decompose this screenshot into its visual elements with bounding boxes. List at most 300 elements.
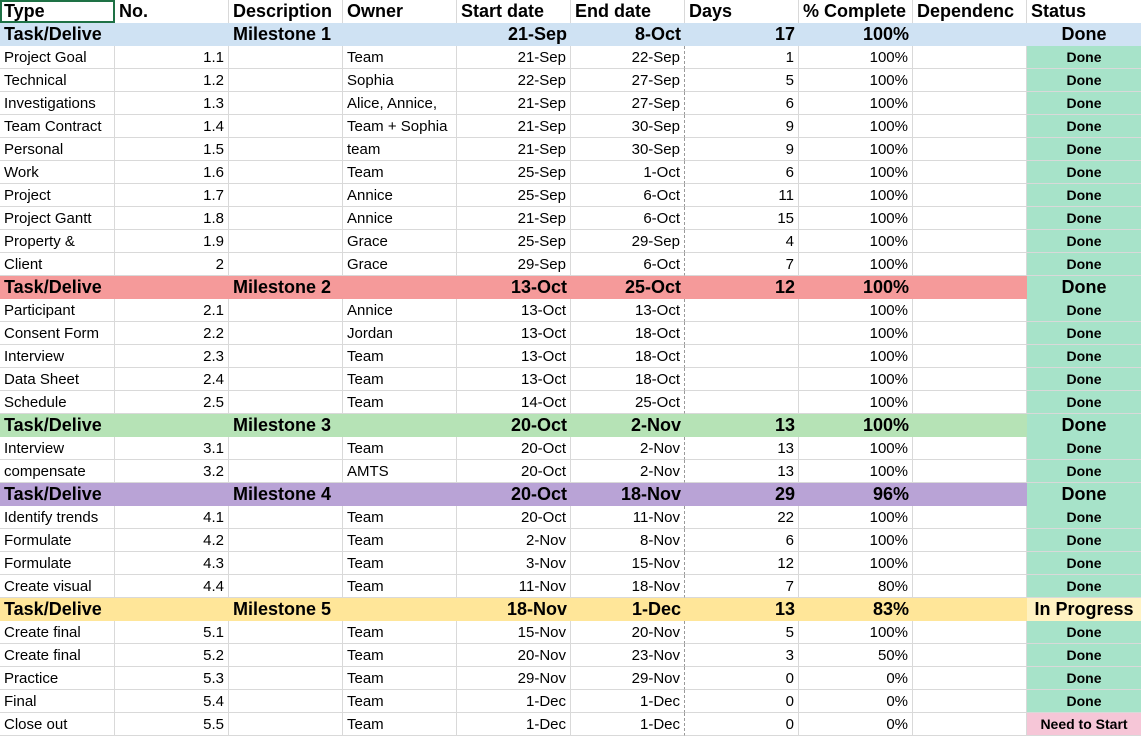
cell-start-date[interactable]: 18-Nov bbox=[506, 599, 567, 619]
cell-type[interactable]: Create final bbox=[0, 621, 115, 644]
cell-percent-complete[interactable]: 100% bbox=[862, 415, 909, 435]
cell-end-date[interactable]: 20-Nov bbox=[571, 621, 685, 644]
cell-description[interactable] bbox=[229, 322, 343, 345]
cell-status[interactable]: Done bbox=[1027, 667, 1141, 690]
cell-no[interactable]: 4.4 bbox=[115, 575, 229, 598]
cell-owner[interactable]: Team bbox=[343, 345, 457, 368]
cell-percent-complete[interactable]: 100% bbox=[799, 391, 913, 414]
cell-owner[interactable]: team bbox=[343, 138, 457, 161]
cell-start-date[interactable]: 15-Nov bbox=[457, 621, 571, 644]
cell-dependency[interactable] bbox=[913, 23, 1027, 46]
cell-no[interactable] bbox=[115, 23, 229, 46]
cell-no[interactable]: 3.1 bbox=[115, 437, 229, 460]
cell-end-date[interactable]: 6-Oct bbox=[571, 184, 685, 207]
cell-no[interactable]: 2.1 bbox=[115, 299, 229, 322]
cell-description[interactable] bbox=[229, 690, 343, 713]
cell-end-date[interactable]: 6-Oct bbox=[571, 253, 685, 276]
cell-start-date[interactable]: 29-Sep bbox=[457, 253, 571, 276]
cell-description[interactable] bbox=[229, 230, 343, 253]
cell-type[interactable]: Final bbox=[0, 690, 115, 713]
cell-start-date[interactable]: 21-Sep bbox=[457, 92, 571, 115]
cell-dependency[interactable] bbox=[913, 713, 1027, 736]
cell-percent-complete[interactable]: 0% bbox=[799, 690, 913, 713]
cell-status[interactable]: Done bbox=[1027, 23, 1141, 46]
cell-dependency[interactable] bbox=[913, 92, 1027, 115]
header-cell-description[interactable]: Description bbox=[229, 0, 343, 23]
cell-no[interactable]: 5.3 bbox=[115, 667, 229, 690]
cell-percent-complete[interactable]: 83% bbox=[872, 599, 909, 619]
cell-percent-complete[interactable]: 100% bbox=[799, 69, 913, 92]
cell-percent-complete[interactable]: 100% bbox=[799, 230, 913, 253]
cell-status[interactable]: Done bbox=[1027, 690, 1141, 713]
cell-status[interactable]: In Progress bbox=[1027, 598, 1141, 621]
cell-type[interactable]: Interview bbox=[0, 437, 115, 460]
cell-status[interactable]: Done bbox=[1027, 345, 1141, 368]
header-cell-no[interactable]: No. bbox=[115, 0, 229, 23]
cell-dependency[interactable] bbox=[913, 299, 1027, 322]
cell-type[interactable]: Participant bbox=[0, 299, 115, 322]
cell-description[interactable] bbox=[229, 575, 343, 598]
cell-end-date[interactable]: 1-Oct bbox=[571, 161, 685, 184]
cell-days[interactable] bbox=[685, 391, 799, 414]
cell-owner[interactable]: Team bbox=[343, 552, 457, 575]
header-cell-end-date[interactable]: End date bbox=[571, 0, 685, 23]
cell-type[interactable]: Formulate bbox=[0, 529, 115, 552]
cell-type[interactable]: compensate bbox=[0, 460, 115, 483]
cell-dependency[interactable] bbox=[913, 276, 1027, 299]
cell-start-date[interactable]: 20-Oct bbox=[510, 415, 567, 435]
cell-start-date[interactable]: 14-Oct bbox=[457, 391, 571, 414]
cell-no[interactable]: 1.5 bbox=[115, 138, 229, 161]
cell-status[interactable]: Done bbox=[1027, 161, 1141, 184]
cell-end-date[interactable]: 29-Sep bbox=[571, 230, 685, 253]
cell-start-date[interactable]: 25-Sep bbox=[457, 161, 571, 184]
cell-dependency[interactable] bbox=[913, 506, 1027, 529]
cell-start-date[interactable]: 20-Oct bbox=[457, 437, 571, 460]
cell-percent-complete[interactable]: 100% bbox=[799, 529, 913, 552]
cell-no[interactable]: 1.1 bbox=[115, 46, 229, 69]
cell-status[interactable]: Done bbox=[1027, 460, 1141, 483]
cell-end-date[interactable]: 1-Dec bbox=[631, 599, 681, 619]
cell-no[interactable] bbox=[115, 483, 229, 506]
cell-type[interactable]: Client bbox=[0, 253, 115, 276]
cell-no[interactable] bbox=[115, 276, 229, 299]
cell-status[interactable]: Done bbox=[1027, 276, 1141, 299]
cell-description[interactable] bbox=[229, 391, 343, 414]
cell-percent-complete[interactable]: 100% bbox=[799, 552, 913, 575]
cell-days[interactable] bbox=[685, 368, 799, 391]
cell-description[interactable] bbox=[229, 460, 343, 483]
cell-dependency[interactable] bbox=[913, 345, 1027, 368]
cell-dependency[interactable] bbox=[913, 437, 1027, 460]
cell-type[interactable]: Consent Form bbox=[0, 322, 115, 345]
cell-status[interactable]: Done bbox=[1027, 115, 1141, 138]
cell-dependency[interactable] bbox=[913, 184, 1027, 207]
cell-percent-complete[interactable]: 100% bbox=[799, 184, 913, 207]
cell-start-date[interactable]: 1-Dec bbox=[457, 690, 571, 713]
cell-owner[interactable]: Team bbox=[343, 529, 457, 552]
cell-percent-complete[interactable]: 100% bbox=[799, 506, 913, 529]
cell-type[interactable]: Team Contract bbox=[0, 115, 115, 138]
cell-end-date[interactable]: 30-Sep bbox=[571, 115, 685, 138]
cell-end-date[interactable]: 29-Nov bbox=[571, 667, 685, 690]
cell-description[interactable] bbox=[229, 161, 343, 184]
cell-percent-complete[interactable]: 100% bbox=[799, 368, 913, 391]
cell-status[interactable]: Done bbox=[1027, 644, 1141, 667]
cell-end-date[interactable]: 25-Oct bbox=[624, 277, 681, 297]
cell-percent-complete[interactable]: 100% bbox=[799, 115, 913, 138]
cell-owner[interactable] bbox=[343, 598, 457, 621]
cell-status[interactable]: Done bbox=[1027, 69, 1141, 92]
cell-no[interactable]: 3.2 bbox=[115, 460, 229, 483]
cell-start-date[interactable]: 20-Oct bbox=[510, 484, 567, 504]
cell-dependency[interactable] bbox=[913, 667, 1027, 690]
cell-days[interactable]: 12 bbox=[685, 552, 799, 575]
cell-end-date[interactable]: 8-Nov bbox=[571, 529, 685, 552]
cell-dependency[interactable] bbox=[913, 552, 1027, 575]
cell-status[interactable]: Done bbox=[1027, 575, 1141, 598]
cell-percent-complete[interactable]: 100% bbox=[799, 253, 913, 276]
cell-dependency[interactable] bbox=[913, 690, 1027, 713]
header-cell-dependency[interactable]: Dependenc bbox=[913, 0, 1027, 23]
cell-no[interactable]: 5.2 bbox=[115, 644, 229, 667]
cell-type[interactable]: Project Goal bbox=[0, 46, 115, 69]
cell-owner[interactable]: Annice bbox=[343, 207, 457, 230]
cell-description[interactable] bbox=[229, 713, 343, 736]
cell-percent-complete[interactable]: 100% bbox=[862, 24, 909, 44]
cell-owner[interactable]: Team bbox=[343, 713, 457, 736]
header-cell-percent-complete[interactable]: % Complete bbox=[799, 0, 913, 23]
cell-percent-complete[interactable]: 100% bbox=[799, 46, 913, 69]
cell-no[interactable]: 1.2 bbox=[115, 69, 229, 92]
cell-type[interactable]: Create final bbox=[0, 644, 115, 667]
cell-owner[interactable]: Team bbox=[343, 46, 457, 69]
cell-start-date[interactable]: 21-Sep bbox=[457, 138, 571, 161]
cell-owner[interactable]: Team bbox=[343, 391, 457, 414]
cell-status[interactable]: Done bbox=[1027, 138, 1141, 161]
cell-dependency[interactable] bbox=[913, 621, 1027, 644]
cell-owner[interactable] bbox=[343, 276, 457, 299]
cell-start-date[interactable]: 2-Nov bbox=[457, 529, 571, 552]
cell-description[interactable] bbox=[229, 92, 343, 115]
cell-days[interactable]: 9 bbox=[685, 115, 799, 138]
cell-end-date[interactable]: 1-Dec bbox=[571, 713, 685, 736]
cell-dependency[interactable] bbox=[913, 138, 1027, 161]
cell-start-date[interactable]: 11-Nov bbox=[457, 575, 571, 598]
cell-type[interactable]: Data Sheet bbox=[0, 368, 115, 391]
cell-days[interactable]: 0 bbox=[685, 667, 799, 690]
cell-end-date[interactable]: 18-Oct bbox=[571, 322, 685, 345]
cell-owner[interactable]: AMTS bbox=[343, 460, 457, 483]
cell-type[interactable]: Identify trends bbox=[0, 506, 115, 529]
cell-days[interactable]: 17 bbox=[774, 24, 795, 44]
cell-start-date[interactable]: 13-Oct bbox=[457, 345, 571, 368]
cell-owner[interactable]: Team bbox=[343, 506, 457, 529]
cell-days[interactable]: 13 bbox=[774, 415, 795, 435]
cell-no[interactable]: 5.1 bbox=[115, 621, 229, 644]
cell-days[interactable] bbox=[685, 322, 799, 345]
cell-dependency[interactable] bbox=[913, 391, 1027, 414]
cell-dependency[interactable] bbox=[913, 483, 1027, 506]
cell-end-date[interactable]: 27-Sep bbox=[571, 69, 685, 92]
cell-owner[interactable] bbox=[343, 23, 457, 46]
cell-owner[interactable]: Jordan bbox=[343, 322, 457, 345]
cell-dependency[interactable] bbox=[913, 46, 1027, 69]
cell-days[interactable] bbox=[685, 345, 799, 368]
cell-start-date[interactable]: 13-Oct bbox=[457, 368, 571, 391]
cell-days[interactable]: 15 bbox=[685, 207, 799, 230]
cell-description[interactable] bbox=[229, 138, 343, 161]
cell-owner[interactable]: Team bbox=[343, 161, 457, 184]
cell-description[interactable] bbox=[229, 552, 343, 575]
cell-type[interactable]: Technical bbox=[0, 69, 115, 92]
cell-status[interactable]: Need to Start bbox=[1027, 713, 1141, 736]
cell-end-date[interactable]: 1-Dec bbox=[571, 690, 685, 713]
cell-start-date[interactable]: 20-Oct bbox=[457, 506, 571, 529]
cell-days[interactable] bbox=[685, 299, 799, 322]
cell-percent-complete[interactable]: 100% bbox=[799, 322, 913, 345]
cell-dependency[interactable] bbox=[913, 253, 1027, 276]
cell-owner[interactable]: Grace bbox=[343, 230, 457, 253]
cell-dependency[interactable] bbox=[913, 115, 1027, 138]
cell-no[interactable]: 2.3 bbox=[115, 345, 229, 368]
cell-end-date[interactable]: 2-Nov bbox=[571, 437, 685, 460]
cell-percent-complete[interactable]: 0% bbox=[799, 667, 913, 690]
cell-end-date[interactable]: 18-Oct bbox=[571, 368, 685, 391]
cell-start-date[interactable]: 13-Oct bbox=[457, 299, 571, 322]
cell-days[interactable]: 29 bbox=[774, 484, 795, 504]
cell-status[interactable]: Done bbox=[1027, 368, 1141, 391]
cell-status[interactable]: Done bbox=[1027, 46, 1141, 69]
cell-type[interactable]: Work bbox=[0, 161, 115, 184]
cell-status[interactable]: Done bbox=[1027, 621, 1141, 644]
cell-description[interactable] bbox=[229, 184, 343, 207]
cell-no[interactable]: 2 bbox=[115, 253, 229, 276]
cell-status[interactable]: Done bbox=[1027, 322, 1141, 345]
cell-type[interactable]: Investigations bbox=[0, 92, 115, 115]
header-cell-start-date[interactable]: Start date bbox=[457, 0, 571, 23]
cell-end-date[interactable]: 15-Nov bbox=[571, 552, 685, 575]
cell-percent-complete[interactable]: 100% bbox=[799, 92, 913, 115]
cell-owner[interactable]: Team bbox=[343, 621, 457, 644]
cell-description[interactable]: Milestone 3 bbox=[233, 415, 332, 435]
cell-no[interactable]: 4.3 bbox=[115, 552, 229, 575]
cell-end-date[interactable]: 30-Sep bbox=[571, 138, 685, 161]
cell-dependency[interactable] bbox=[913, 161, 1027, 184]
cell-no[interactable] bbox=[115, 414, 229, 437]
cell-end-date[interactable]: 18-Oct bbox=[571, 345, 685, 368]
cell-description[interactable] bbox=[229, 368, 343, 391]
cell-type[interactable]: Task/Delive bbox=[4, 24, 102, 44]
cell-days[interactable]: 9 bbox=[685, 138, 799, 161]
cell-type[interactable]: Schedule bbox=[0, 391, 115, 414]
cell-days[interactable]: 13 bbox=[685, 460, 799, 483]
cell-type[interactable]: Project bbox=[0, 184, 115, 207]
cell-dependency[interactable] bbox=[913, 414, 1027, 437]
cell-type[interactable]: Formulate bbox=[0, 552, 115, 575]
cell-owner[interactable] bbox=[343, 414, 457, 437]
cell-description[interactable] bbox=[229, 644, 343, 667]
cell-no[interactable]: 5.4 bbox=[115, 690, 229, 713]
cell-start-date[interactable]: 21-Sep bbox=[457, 46, 571, 69]
cell-owner[interactable]: Team bbox=[343, 667, 457, 690]
cell-days[interactable]: 0 bbox=[685, 690, 799, 713]
cell-description[interactable] bbox=[229, 207, 343, 230]
cell-dependency[interactable] bbox=[913, 207, 1027, 230]
cell-end-date[interactable]: 13-Oct bbox=[571, 299, 685, 322]
cell-start-date[interactable]: 21-Sep bbox=[457, 115, 571, 138]
cell-dependency[interactable] bbox=[913, 575, 1027, 598]
cell-percent-complete[interactable]: 100% bbox=[799, 437, 913, 460]
cell-description[interactable] bbox=[229, 253, 343, 276]
cell-status[interactable]: Done bbox=[1027, 253, 1141, 276]
cell-owner[interactable]: Annice bbox=[343, 184, 457, 207]
cell-start-date[interactable]: 21-Sep bbox=[507, 24, 567, 44]
cell-percent-complete[interactable]: 100% bbox=[799, 621, 913, 644]
cell-no[interactable]: 1.7 bbox=[115, 184, 229, 207]
cell-status[interactable]: Done bbox=[1027, 529, 1141, 552]
cell-end-date[interactable]: 27-Sep bbox=[571, 92, 685, 115]
cell-description[interactable] bbox=[229, 345, 343, 368]
cell-start-date[interactable]: 21-Sep bbox=[457, 207, 571, 230]
cell-owner[interactable]: Team bbox=[343, 690, 457, 713]
cell-start-date[interactable]: 25-Sep bbox=[457, 230, 571, 253]
cell-days[interactable]: 7 bbox=[685, 575, 799, 598]
cell-days[interactable]: 13 bbox=[774, 599, 795, 619]
cell-days[interactable]: 0 bbox=[685, 713, 799, 736]
cell-end-date[interactable]: 22-Sep bbox=[571, 46, 685, 69]
cell-type[interactable]: Task/Delive bbox=[4, 415, 102, 435]
cell-type[interactable]: Create visual bbox=[0, 575, 115, 598]
cell-days[interactable]: 12 bbox=[774, 277, 795, 297]
header-cell-status[interactable]: Status bbox=[1031, 1, 1087, 21]
cell-owner[interactable]: Team bbox=[343, 437, 457, 460]
cell-start-date[interactable]: 20-Oct bbox=[457, 460, 571, 483]
cell-status[interactable]: Done bbox=[1027, 414, 1141, 437]
cell-end-date[interactable]: 6-Oct bbox=[571, 207, 685, 230]
cell-no[interactable]: 1.9 bbox=[115, 230, 229, 253]
cell-status[interactable]: Done bbox=[1027, 483, 1141, 506]
cell-dependency[interactable] bbox=[913, 230, 1027, 253]
cell-description[interactable] bbox=[229, 529, 343, 552]
cell-dependency[interactable] bbox=[913, 460, 1027, 483]
cell-days[interactable]: 5 bbox=[685, 621, 799, 644]
cell-owner[interactable]: Team bbox=[343, 368, 457, 391]
cell-percent-complete[interactable]: 100% bbox=[799, 345, 913, 368]
cell-days[interactable]: 5 bbox=[685, 69, 799, 92]
cell-type[interactable]: Task/Delive bbox=[4, 277, 102, 297]
cell-status[interactable]: Done bbox=[1027, 391, 1141, 414]
cell-owner[interactable]: Alice, Annice, bbox=[343, 92, 457, 115]
cell-percent-complete[interactable]: 100% bbox=[799, 138, 913, 161]
cell-days[interactable]: 3 bbox=[685, 644, 799, 667]
cell-type[interactable]: Personal bbox=[0, 138, 115, 161]
cell-no[interactable]: 1.4 bbox=[115, 115, 229, 138]
cell-percent-complete[interactable]: 100% bbox=[799, 161, 913, 184]
cell-owner[interactable]: Team + Sophia bbox=[343, 115, 457, 138]
cell-days[interactable]: 13 bbox=[685, 437, 799, 460]
cell-start-date[interactable]: 22-Sep bbox=[457, 69, 571, 92]
cell-dependency[interactable] bbox=[913, 368, 1027, 391]
cell-start-date[interactable]: 13-Oct bbox=[457, 322, 571, 345]
cell-type[interactable]: Close out bbox=[0, 713, 115, 736]
cell-status[interactable]: Done bbox=[1027, 230, 1141, 253]
cell-no[interactable]: 1.3 bbox=[115, 92, 229, 115]
cell-end-date[interactable]: 11-Nov bbox=[571, 506, 685, 529]
cell-no[interactable]: 5.5 bbox=[115, 713, 229, 736]
cell-description[interactable] bbox=[229, 506, 343, 529]
cell-percent-complete[interactable]: 50% bbox=[799, 644, 913, 667]
cell-days[interactable]: 4 bbox=[685, 230, 799, 253]
cell-status[interactable]: Done bbox=[1027, 207, 1141, 230]
cell-start-date[interactable]: 1-Dec bbox=[457, 713, 571, 736]
cell-description[interactable]: Milestone 2 bbox=[233, 277, 332, 297]
cell-no[interactable]: 1.6 bbox=[115, 161, 229, 184]
header-cell-days[interactable]: Days bbox=[685, 0, 799, 23]
cell-owner[interactable] bbox=[343, 483, 457, 506]
cell-no[interactable]: 2.4 bbox=[115, 368, 229, 391]
cell-description[interactable] bbox=[229, 667, 343, 690]
cell-description[interactable] bbox=[229, 46, 343, 69]
cell-days[interactable]: 7 bbox=[685, 253, 799, 276]
cell-end-date[interactable]: 25-Oct bbox=[571, 391, 685, 414]
cell-owner[interactable]: Grace bbox=[343, 253, 457, 276]
cell-owner[interactable]: Team bbox=[343, 644, 457, 667]
cell-owner[interactable]: Team bbox=[343, 575, 457, 598]
cell-dependency[interactable] bbox=[913, 529, 1027, 552]
cell-percent-complete[interactable]: 96% bbox=[872, 484, 909, 504]
cell-days[interactable]: 22 bbox=[685, 506, 799, 529]
cell-type[interactable]: Task/Delive bbox=[4, 599, 102, 619]
cell-days[interactable]: 6 bbox=[685, 529, 799, 552]
cell-dependency[interactable] bbox=[913, 598, 1027, 621]
cell-description[interactable] bbox=[229, 299, 343, 322]
cell-dependency[interactable] bbox=[913, 644, 1027, 667]
cell-percent-complete[interactable]: 80% bbox=[799, 575, 913, 598]
cell-description[interactable] bbox=[229, 437, 343, 460]
cell-type[interactable]: Task/Delive bbox=[4, 484, 102, 504]
cell-start-date[interactable]: 13-Oct bbox=[510, 277, 567, 297]
cell-end-date[interactable]: 2-Nov bbox=[571, 460, 685, 483]
cell-percent-complete[interactable]: 100% bbox=[862, 277, 909, 297]
cell-no[interactable] bbox=[115, 598, 229, 621]
cell-days[interactable]: 6 bbox=[685, 92, 799, 115]
cell-type[interactable]: Project Gantt bbox=[0, 207, 115, 230]
cell-end-date[interactable]: 8-Oct bbox=[634, 24, 681, 44]
cell-start-date[interactable]: 29-Nov bbox=[457, 667, 571, 690]
header-cell-owner[interactable]: Owner bbox=[343, 0, 457, 23]
cell-owner[interactable]: Sophia bbox=[343, 69, 457, 92]
cell-description[interactable]: Milestone 5 bbox=[233, 599, 332, 619]
cell-percent-complete[interactable]: 100% bbox=[799, 299, 913, 322]
header-cell-type[interactable]: Type bbox=[0, 0, 115, 23]
cell-start-date[interactable]: 20-Nov bbox=[457, 644, 571, 667]
cell-status[interactable]: Done bbox=[1027, 506, 1141, 529]
cell-end-date[interactable]: 18-Nov bbox=[571, 575, 685, 598]
cell-no[interactable]: 2.2 bbox=[115, 322, 229, 345]
cell-percent-complete[interactable]: 0% bbox=[799, 713, 913, 736]
cell-status[interactable]: Done bbox=[1027, 184, 1141, 207]
cell-end-date[interactable]: 23-Nov bbox=[571, 644, 685, 667]
cell-end-date[interactable]: 2-Nov bbox=[630, 415, 681, 435]
cell-days[interactable]: 6 bbox=[685, 161, 799, 184]
cell-start-date[interactable]: 3-Nov bbox=[457, 552, 571, 575]
cell-description[interactable]: Milestone 4 bbox=[233, 484, 332, 504]
cell-type[interactable]: Practice bbox=[0, 667, 115, 690]
cell-status[interactable]: Done bbox=[1027, 92, 1141, 115]
cell-start-date[interactable]: 25-Sep bbox=[457, 184, 571, 207]
cell-description[interactable] bbox=[229, 69, 343, 92]
